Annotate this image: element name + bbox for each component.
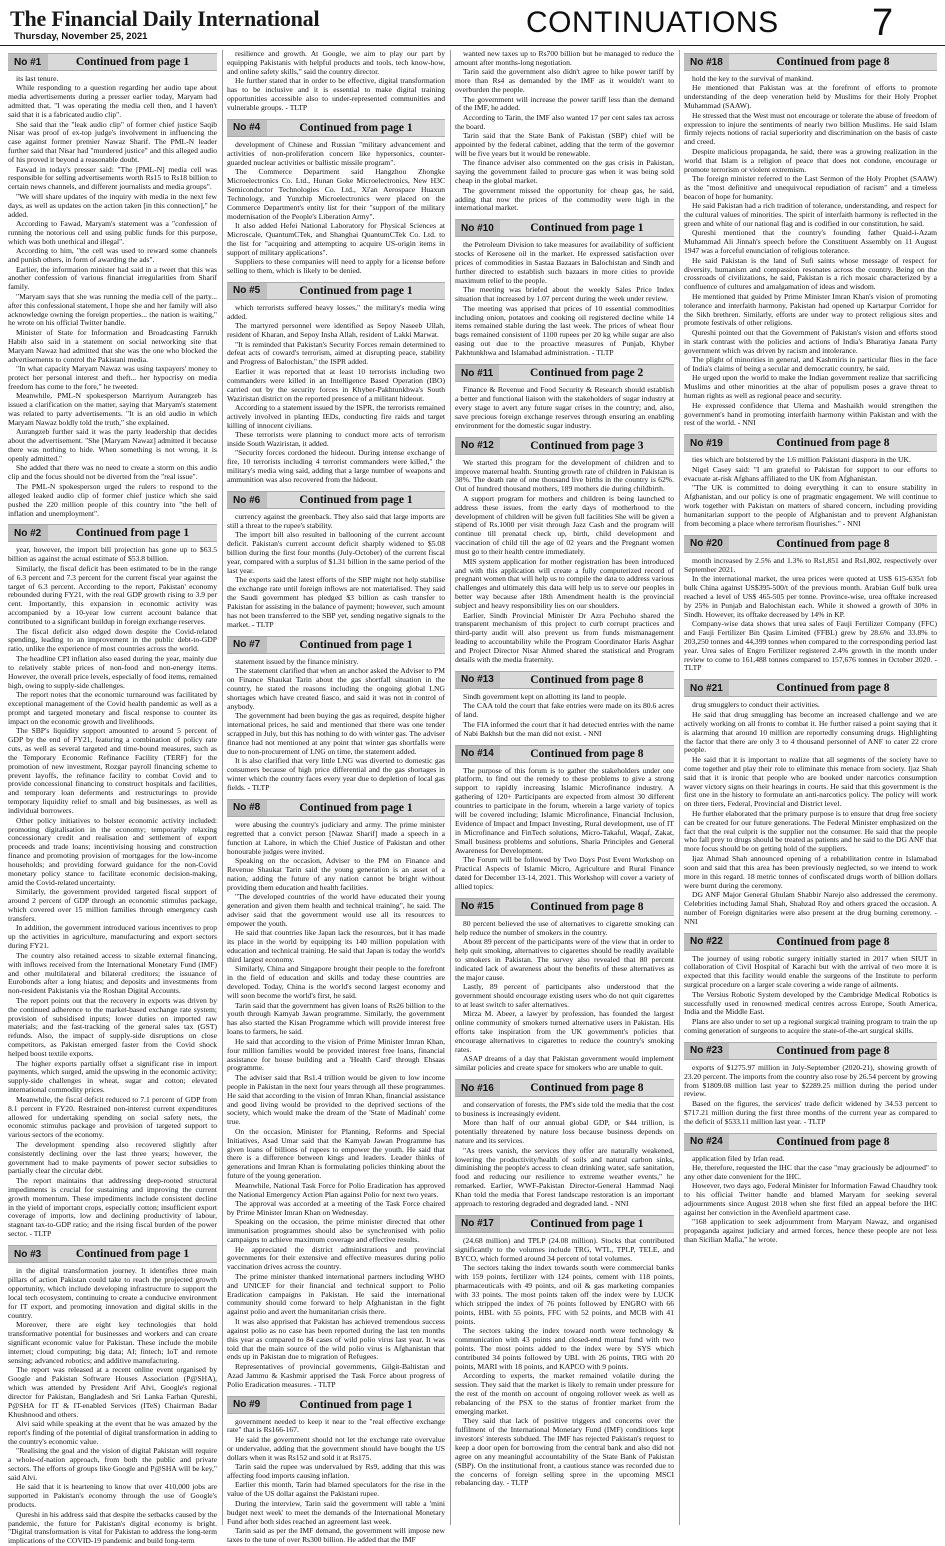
- continuation-header: [8, 1245, 217, 1263]
- story-paragraph: Despite malicious propaganda, he said, there was a growing realization in the world that Islam is a religion of peace that does not condone, encourage or promote terrorism or violent extremism.: [684, 146, 937, 174]
- story-paragraph: The sectors taking the index towards south were commercial banks with 159 points, fertilizer with 124 points, cement with 118 points, pharmaceuticals with 49 points, and oil & gas marketing companies with 33 points. The most points taken off the index were by LUCK which stripped the index of 76 points followed by ENGRO with 66 points, HBL with 55 points, FFC with 52 points, and MCB with 41 points.: [455, 1263, 674, 1326]
- story-paragraph: wanted new taxes up to Rs700 billion but he managed to reduce the amount after months-long negotiation.: [455, 49, 674, 67]
- story-paragraph: Suppliers to these companies will need to apply for a license before selling to them, which is likely to be denied.: [227, 257, 445, 276]
- story-number: No #11: [455, 365, 499, 381]
- continuation-header: [227, 799, 445, 817]
- continuation-header: [455, 1079, 674, 1097]
- story-paragraph: "Security forces cordoned the hideout. During intense exchange of fire, 10 terrorists including 4 terrorist commanders were killed," the military's media wing said, adding that a large number of weapons and ammunition was also recovered from the hideout.: [227, 448, 445, 485]
- story-paragraph: Finance & Revenue and Food Security & Research should establish a better and functional liaison with the stakeholders of sugar industry at every stage to avert any future sugar crises in the country; and, also, save precious foreign exchange reserves through ensuring an enabling environment for the domestic sugar industry.: [455, 385, 674, 430]
- column-divider: [679, 50, 680, 1525]
- story-paragraph: He mentioned that Pakistan was at the forefront of efforts to promote understanding of the deep veneration held by Muslims for their Holy Prophet Muhammad (SAAW).: [684, 83, 937, 111]
- continuation-story: [455, 219, 674, 358]
- story-paragraph: Based on the figures, the services' trade deficit widened by 34.53 percent to $717.21 million during the first three months of the current year as compared to the deficit of $533.11 million last year. - TLTP: [684, 1098, 937, 1126]
- story-paragraph: Tarin said as per the IMF demand, the government will impose new taxes to the tune of over Rs300 billion. He added that the IMF: [227, 1525, 445, 1544]
- continued-from-label: Continued from page 1: [75, 56, 190, 68]
- story-paragraph: The government missed the opportunity for cheap gas, he said, adding that now the prices of the commodity were high in the international market.: [455, 185, 674, 213]
- story-paragraph: The approval was accorded at a meeting of the Task Force chaired by Prime Minister Imran Khan on Wednesday.: [227, 1199, 445, 1217]
- story-paragraph: Earlier, the information minister had said in a tweet that this was another confession of various financial irregularities from Sharif family.: [8, 264, 217, 292]
- story-paragraph: The foreign minister referred to the Last Sermon of the Holy Prophet (SAAW) as the "most definitive and unequivocal repudiation of racism" and a timeless beacon of hope for humanity.: [684, 173, 937, 201]
- story-number: No #14: [455, 746, 500, 762]
- story-paragraph: Similarly, the fiscal deficit has been estimated to be in the range of 6.3 percent and 7.3 percent for the current fiscal year against the target of 6.3 percent. According to the report, Pakistan' economy rebounded during FY21, with the real GDP growth rising to 3.9 per cent. Importantly, this expansion in economic activity was accompanied by a 10-year low current account balance that contributed to a significant buildup in foreign exchange reserves.: [8, 563, 217, 627]
- continuation-header: [227, 491, 445, 509]
- continuation-header: [227, 1396, 445, 1414]
- story-paragraph: The purpose of this forum is to gather the stakeholders under one platform, to find out the remedy to these problems to give a strong support to rapidly increasing Islamic Microfinance industry. A gathering of 120+ Participants are expected from almost 30 different countries to participate in the forum, wherein a large variety of topics will be covered including; Islamic Microfinance, Financial Inclusion, Evidence of Impact and Impact Investing, Rural development, use of IT in Microfinance and FinTech solutions, Micro-Takaful, Waqaf, Zakat, Small business problems and solutions, Sharia Principles and General Awareness for Development.: [455, 765, 674, 855]
- story-paragraph: Speaking on the occasion, the prime minister directed that other immunisation programmes should also be synchronised with polio campaigns to achieve maximum coverage and effective results.: [227, 1217, 445, 1245]
- story-number: No #16: [455, 1080, 500, 1096]
- continuation-story: [455, 364, 674, 431]
- story-paragraph: According to Fawad, Maryam's statement was a "confession of running the notorious cell and using public funds for this purpose, which was both unethical and illegal".: [8, 219, 217, 246]
- story-paragraph: "It is reminded that Pakistan's Security Forces remain determined to defeat acts of coward's terrorism, aimed at disrupting peace, stability and Progress of Balochistan," the ISPR added.: [227, 339, 445, 367]
- story-paragraph: its last tenure.: [16, 74, 59, 83]
- continuation-story: [227, 1396, 445, 1545]
- story-paragraph: "Realising the goal and the vision of digital Pakistan will require a whole-of-nation approach, from both the public and private sectors. The efforts of groups like Google and P@SHA will be key," said Alvi.: [8, 1446, 217, 1483]
- story-paragraph: The higher exports partially offset a significant rise in import payments, which surged, amid the upswing in the economic activity; supply-side challenges in wheat, sugar and cotton; elevated international commodity prices.: [8, 1058, 217, 1095]
- story-paragraph: He said that it is heartening to know that over 410,000 jobs are supported in Pakistan's economy through the use of Google's products.: [8, 1482, 217, 1510]
- story-paragraph: Alvi said while speaking at the event that he was amazed by the report's finding of the potential of digital transformation in adding to the country's economic value.: [8, 1419, 217, 1446]
- story-paragraph: currency against the greenback. They also said that large imports are still a threat to the rupee's stability.: [227, 512, 445, 530]
- column-1: [8, 50, 217, 1546]
- continuation-story: [227, 119, 445, 276]
- continuation-story: [8, 1245, 217, 1546]
- story-paragraph: Lastly, 89 percent of participants also understood that the government should encourage existing users who do not quit cigarettes to at least switch to safer alternatives.: [455, 982, 674, 1009]
- continued-from-label: Continued from page 8: [776, 935, 890, 948]
- story-paragraph: The report points out that the recovery in exports was driven by the continued adherence to the market-based exchange rate system; provision of subsidised inputs; lower duties on imported raw materials; and the fast-tracking of the general sales tax (GST) refunds. Also, the impact of supply-side disruptions on close competitors, as Pakistan emerged faster from the Covid shock helped boost textile exports.: [8, 995, 217, 1059]
- continuation-story: [455, 1215, 674, 1488]
- story-paragraph: Other policy initiatives to bolster economic activity included: promoting digitalisation in the economy; temporarily relaxing concessionary credit and realisation and settlement of export proceeds and trade loans; incentivising housing and construction finance and promoting provision of mortgages for the low-income households; and providing forward guidance for the non-Covid monetary policy stance to facilitate economic decision-making, amid the Covid-related uncertainty.: [8, 815, 217, 887]
- continued-from-label: Continued from page 8: [530, 673, 644, 686]
- story-number: No #24: [684, 1134, 729, 1150]
- story-paragraph: Similarly, the government provided targeted fiscal support of around 2 percent of GDP through an economic stimulus package, which covered over 15 million families through emergency cash transfers.: [8, 887, 217, 924]
- story-paragraph: The development spending also recovered slightly after consistently declining over the last three years; however, the government had to make payments of power sector subsidies to partially clear the circular debt.: [8, 1139, 217, 1176]
- story-number: No #21: [684, 680, 729, 696]
- story-paragraph: He said Pakistan had a rich tradition of tolerance, understanding, and respect for the cultural values of minorities. The spirit of interfaith harmony is reflected in the green and white of our national flag and is codified in our constitution, he said.: [684, 201, 937, 228]
- story-paragraph: The PML-N spokesperson urged the rulers to respond to the alleged leaked audio clip of former chief justice which she said pushed the 220 million people of this country into "the hell of inflation and unemployment".: [8, 481, 217, 518]
- story-number: No #13: [455, 672, 500, 688]
- story-paragraph: "168 application to seek adjournment from Maryam Nawaz, and organised propaganda against judiciary and armed forces, hence these people are not less than Sicilian Mafia," he wrote.: [684, 1217, 937, 1245]
- story-paragraph: Aurangzeb further said it was the party leadership that decides about the advertisement. "She [Maryam Nawaz] admitted it because there was nothing to hide. When something is not wrong, it is openly admitted.": [8, 427, 217, 464]
- continued-from-label: Continued from page 1: [530, 1217, 644, 1230]
- story-paragraph: Speaking on the occasion, Adviser to the PM on Finance and Revenue Shaukat Tarin said the young generation is an asset of a nation, adding the future of any nation cannot be bright without providing them education and health facilities.: [227, 856, 445, 892]
- continuation-header: [455, 745, 674, 763]
- story-paragraph: Plans are also under to set up a regional surgical training program to train the up coming generation of surgeons to acquire the state-of-the-art surgical skills.: [684, 1016, 937, 1035]
- story-number: No #17: [455, 1216, 500, 1232]
- story-paragraph: More than half of our annual global GDP, or $44 trillion, is potentially threatened by nature loss because business depends on nature and its services.: [455, 1118, 674, 1146]
- story-number: No #10: [455, 220, 500, 236]
- story-paragraph: DG ANF Major General Ghulam Shabbir Narejo also addressed the ceremony. Celebrities including Jamal Shah, Shahzad Roy and others graced the occasion. A number of Foreign dignitaries were also present at the drug burning ceremony. - NNI: [684, 889, 937, 926]
- continuation-header: [227, 119, 445, 137]
- story-paragraph: Fawad in today's presser said: "The [PML-N] media cell was responsible for selling advertisements worth Rs15 to Rs18 billion to certain news channels, and different journalists and media groups".: [8, 164, 217, 192]
- story-paragraph: "The developed countries of the world have educated their young generation and given them health and technical training", he said. The adviser said that the government would use all its resources to empower the youth.: [227, 892, 445, 928]
- story-paragraph: month increased by 2.5% and 1.3% to Rs1,851 and Rs1,802, respectively over September 2021.: [684, 555, 937, 574]
- story-paragraph: Meanwhile, PML-N spokesperson Marriyum Aurangzeb has issued a clarification on the matter, saying that Maryam's statement was related to party advertisements. "It is an old audio in which Maryam Nawaz boldly told the truth," she explained.: [8, 391, 217, 427]
- story-paragraph: In addition, the government introduced various incentives to prop up the activities in agriculture, manufacturing and export sectors during FY21.: [8, 923, 217, 951]
- story-paragraph: During the interview, Tarin said the government will table a 'mini budget next week' to meet the demands of the International Monetary Fund after both sides reached an agreement last week.: [227, 1498, 445, 1526]
- story-paragraph: He expressed confidence that Ulema and Mashaikh would strengthen the government's hand in promoting interfaith harmony within Pakistan and with the rest of the world. - NNI: [684, 400, 937, 428]
- story-paragraph: The prime minister thanked international partners including WHO and UNICEF for their financial and technical support to Polio Eradication campaigns in Pakistan. He said the international community should come forward to help Afghanistan in the fight against polio and avert the humanitarian crisis there.: [227, 1271, 445, 1317]
- story-paragraph: He appreciated the district administrations and provincial governments for their extensive and effective measures during polio vaccination drives across the country.: [227, 1244, 445, 1272]
- story-paragraph: The country also retained access to sizable external financing, with inflows received from the International Monetary Fund (IMF) and other multilateral and bilateral creditors; the issuance of Eurobonds after a long hiatus; and deposits and investments from non-resident Pakistanis via the Roshan Digital Accounts.: [8, 950, 217, 996]
- continued-from-label: Continued from page 1: [299, 1398, 413, 1411]
- story-paragraph: The statement clarified that when an anchor asked the Adviser to PM on Finance Shaukat Tarin about the gas shortfall situation in the country, he stated the reasons including the ongoing global LNG shortages which have created fiasco, and said it was not in control of anybody.: [227, 666, 445, 711]
- continuation-header: [684, 933, 937, 951]
- story-paragraph: He said that drug smuggling has become an increased challenge and we are actively working on all fronts to combat it. He further raised a point saying that it is alarming that around 10 million are reportedly consuming drugs. Highlighting the factor that there are only 3 to 4 thousand personnel of ANF to cater 22 crore people.: [684, 709, 937, 755]
- story-number: No #15: [455, 899, 500, 915]
- story-paragraph: Tarin said the rupee was undervalued by Rs9, adding that this was affecting food imports causing inflation.: [227, 1462, 445, 1480]
- story-number: No #2: [8, 525, 48, 541]
- continuation-story: [227, 491, 445, 630]
- continued-from-label: Continued from page 1: [299, 121, 413, 134]
- story-paragraph: The sectors taking the index toward north were technology & communication with 43 points and closed-end mutual fund with two points. The most points added to the index were by SYS which contributed 34 points followed by UBL with 26 points, TRG with 20 points, MARI with 18 points, and KAPCO with 9 points.: [455, 1326, 674, 1371]
- story-paragraph: The finance adviser also commented on the gas crisis in Pakistan, saying the government failed to procure gas when it was being sold cheap in the global market.: [455, 158, 674, 186]
- continuation-header: [227, 282, 445, 300]
- story-paragraph: MIS system application for mother registration has been introduced and with this application will create a fully computerized record of pregnant women that will help us to compile the data to address various challenges and ultimately this data will help us to serve our peoples in better way because after 18th Amendment health is the provincial subject and heavy responsibility lies on our shoulders.: [455, 556, 674, 611]
- story-paragraph: It also added Hefei National Laboratory for Physical Sciences at Microscale, QuantumCTek, and Shanghai QuantumCTek Co. Ltd. to the list for "acquiring and attempting to acquire US-origin items in support of military applications".: [227, 221, 445, 257]
- story-paragraph: The government had been buying the gas as required, despite higher international prices, he said and mentioned that there was one tender scrapped in July, but this has nothing to do with winter gas. The adviser finance had not mentioned at any point that winter gas shortfalls were due to non-procurement of LNG on time, the statement added.: [227, 711, 445, 756]
- continuation-header: [684, 1133, 937, 1151]
- story-number: No #3: [8, 1246, 48, 1262]
- story-number: No #5: [227, 283, 267, 299]
- continuation-story: [455, 898, 674, 1073]
- story-paragraph: However, two days ago, Federal Minister for Information Fawad Chaudhry took to his official Twitter handle and blamed Maryam for seeking several adjournments since August 2018 when she first filed an appeal before the IHC against her conviction in the Avenfield apartment case.: [684, 1181, 937, 1217]
- continued-from-label: Continued from page 1: [75, 527, 190, 540]
- continued-from-label: Continued from page 1: [299, 284, 413, 297]
- story-paragraph: The experts said the latest efforts of the SBP might not help stabilise the exchange rate until foreign inflows are not materialised. They said the Saudi government has pledged $3 billion as cash transfer to Pakistan for assisting in the balance of payment; however, such amount has not been transferred to the SBP yet, sending negative signals to the market. - TLTP: [227, 575, 445, 629]
- story-paragraph: and conservation of forests, the PM's side told the media that the cost to business is increasingly evident.: [455, 1100, 674, 1118]
- story-paragraph: Qureshi pointed out that the Government of Pakistan's vision and efforts stood in stark contrast with the policies and actions of India's Bharatiya Janata Party government which was driven by racism and intolerance.: [684, 327, 937, 355]
- story-paragraph: Sindh government kept on allotting its land to people.: [463, 691, 627, 701]
- continuation-header: [684, 679, 937, 697]
- story-paragraph: While responding to a question regarding her audio tape about media advertisements during a presser earlier today, Maryam had admitted that, "I was operating the media cell then, and I haven't said that it is a fabricated audio clip".: [8, 83, 217, 120]
- continued-from-label: Continued from page 8: [776, 1044, 890, 1057]
- column-3: [455, 50, 674, 1525]
- story-paragraph: Earlier this month, Tarin had blamed speculators for the rise in the value of the US dollar against the Pakistani rupee.: [227, 1480, 445, 1499]
- story-paragraph: They said that lack of positive triggers and concerns over the fulfilment of the International Monetary Fund (IMF) conditions kept investors' interests subdued. The IMF has rejected Pakistan's request to keep a door open for borrowing from the central bank and also did not agree on any meaningful accountability of the State Bank of Pakistan (SBP). On the institutional front, a cautious stance was recorded due to the concerns of foreign selling spree in the upcoming MSCI rebalancing day. - TLTP: [455, 1416, 674, 1488]
- continued-from-label: Continued from page 1: [530, 222, 644, 235]
- story-paragraph: "In what capacity Maryam Nawaz was using taxpayers' money to protect her personal interest and theft... her hypocrisy on media freedom has come to the fore," he tweeted.: [8, 364, 217, 391]
- story-paragraph: "We will share updates of the inquiry with media in the next few days, as well as updates on the action taken [in this connection]," he added.: [8, 191, 217, 219]
- story-paragraph: He said that it is important to realize that all segments of the society have to come together and play their role to eliminate this menace from society. Ijaz Shah said that it is ironic that people who are booked under narcotics consumption waver victory signs on their hearings in courts. He said that this government is the first one in the history to formulate an anti-narcotics policy. The policy will work on three tiers, Federal, Provincial and District level.: [684, 754, 937, 809]
- story-paragraph: He said that countries like Japan lack the resources, but it has made its place in the world by equipping its 140 million population with education and technical training. He said that Japan is today the world's third largest economy.: [227, 928, 445, 965]
- story-paragraph: Meanwhile, National Task Force for Polio Eradication has approved the National Emergency Action Plan against Polio for next two years.: [227, 1180, 445, 1199]
- story-paragraph: The Forum will be followed by Two Days Post Event Workshop on Practical Aspects of Islamic Micro, Agriculture and Rural Finance dated for December 13-14, 2021. This Workshop will cover a variety of allied topics.: [455, 855, 674, 891]
- story-number: No #9: [227, 1397, 267, 1413]
- story-paragraph: ties which are bolstered by the 1.6 million Pakistani diaspora in the UK.: [692, 455, 911, 465]
- page-number: 7: [872, 2, 894, 44]
- story-paragraph: The plight of minorities in general, and Kashmiris in particular flies in the face of India's claims of being a secular and democratic country, he said.: [684, 355, 937, 373]
- continuation-story: [684, 1042, 937, 1127]
- story-paragraph: He, therefore, requested the IHC that the case "may graciously be adjourned" to any other date convenient for the IHC.: [684, 1162, 937, 1181]
- continuation-story: [455, 745, 674, 892]
- story-paragraph: The Commerce Department said Hangzhou Zhongke Microelectronics Co. Ltd., Hunan Goke Microelectronics, New H3C Semiconductor Technologies Co. Ltd., Xi'an Aerospace Huaxun Technology, and Yunzhip Microelectronics were placed on the Commerce Department's entity list for their "support of the military modernisation of the People's Liberation Army".: [227, 167, 445, 221]
- story-paragraph: The CAA told the court that fake entries were made on its 80.6 acres of land.: [455, 701, 674, 720]
- story-paragraph: She said that the "leak audio clip" of former chief justice Saqib Nisar was proof of ex-top judge's involvement in influencing the case against former premier Nawaz Sharif. The PML-N leader further said that Nisar had "murdered justice" and this alleged audio of his proved it beyond a reasonable doubt.: [8, 119, 217, 165]
- continued-from-label: Continued from page 8: [530, 1082, 644, 1095]
- continued-from-label: Continued from page 1: [299, 801, 413, 814]
- story-paragraph: "As trees vanish, the services they offer are naturally weakened, lowering the productivity/health of soils and natural carbon sinks, diminishing the people's access to clean drinking water, safe sanitation, food and reducing our resilience to extreme weather events," he remarked. Earlier, WWF-Pakistan Director-General Hammad Naqi Khan told the media that Forest landscape restoration is an important approach to restoring degraded and degraded land. - NNI: [455, 1145, 674, 1209]
- story-paragraph: "The UK is committed to doing everything it can to ensure stability in Afghanistan, and our policy is one of pragmatic engagement. We will continue to work together with Pakistan on matters of shared concern, including providing humanitarian support to the people of Afghanistan and to prevent Afghanistan from becoming a place where terrorism flourishes." - NNI: [684, 483, 937, 528]
- continuation-header: [455, 437, 674, 455]
- story-paragraph: Minister of State for Information and Broadcasting Farrukh Habib also said in a statement on social networking site that Maryam Nawaz had admitted that she was the one who blocked the advertisements to control the Pakistani media.: [8, 327, 217, 364]
- story-paragraph: The Versius Robotic System developed by the Cambridge Medical Robotics is successfully used in renowned medical centres across Europe, South America, India and the Middle East.: [684, 989, 937, 1017]
- story-paragraph: government needed to keep it near to the "real effective exchange rate" that is Rs166-167.: [227, 1416, 445, 1435]
- continuation-story: [8, 53, 217, 518]
- story-paragraph: The SBP's liquidity support amounted to around 5 percent of GDP by the end of FY21, featuring a combination of policy rate cuts, as well as several targeted and time-bound measures, such as the Temporary Economic Refinance Facility (TERF) for the promotion of new investment, Rozgar payroll financing scheme to prevent layoffs, the refinance facility to combat Covid and to provide concessional financing to construct hospitals and facilities, and temporary loan deferments and restructurings to provide temporary liquidity relief to small and big businesses, as well as individual borrowers.: [8, 726, 217, 816]
- continued-from-label: Continued from page 1: [299, 494, 413, 507]
- continuation-story: [684, 933, 937, 1036]
- continuation-header: [684, 434, 937, 452]
- story-paragraph: the Petroleum Division to take measures for availability of sufficient stocks of Kerosene oil in the market. He expressed satisfaction over prices of commodities in Sastaa Bazaars in Balochistan and Sindh and further directed to establish such bazaars in more cities to provide maximum relief to the people.: [455, 240, 674, 285]
- story-paragraph: Mirza M. Abeer, a lawyer by profession, has founded the largest online community of smokers turned alternative users in Pakistan. His efforts take inspiration from the UK government's policies that encourage alternatives to cigarettes to reduce the country's smoking rates.: [455, 1009, 674, 1054]
- story-paragraph: The journey of using robotic surgery initially started in 2017 when SIUT in collaboration of Civil Hospital of Karachi but with the arrival of two more it is expected that this facility would enable the surgeons of the Institute to perform surgical procedure on a larger scale covering a wide range of ailments.: [684, 953, 937, 990]
- story-number: No #8: [227, 800, 267, 816]
- continuation-header: [455, 219, 674, 237]
- story-paragraph: Qureshi in his address said that despite the setbacks caused by the pandemic, the future for Pakistan's digital economy is bright. "Digital transformation is vital for Pakistan to address the long-term implications of the COVID-19 pandemic and build long-term: [8, 1509, 217, 1546]
- story-paragraph: statement issued by the finance ministry.: [235, 656, 359, 666]
- story-paragraph: According to him, "the cell was used to reward some channels and punish others, in form of awarding the ads".: [8, 246, 217, 265]
- story-paragraph: Earlier, Sindh Provincial Minister Dr Azra Pechuho shared the transparent mechanism of this project to curb corrupt practices and third-party audit will also prevent us from funds mismanagement leading to accountability while the Program Coordinator Haris Asghar and Project Director Nisar Ahmed shared the statistical and Program details with the media fraternity.: [455, 610, 674, 665]
- column-4: [684, 50, 937, 1525]
- story-paragraph: According to Tarin, the IMF also wanted 17 per cent sales tax across the board.: [455, 112, 674, 131]
- story-paragraph: It was also apprised that Pakistan has achieved tremendous success against polio as no case has been reported during the last ten months this year as compared to 84 cases of wild polio virus last year. It was told that the main source of the wild polio virus is Afghanistan that ends up in Pakistan due to migration of Refugees.: [227, 1316, 445, 1362]
- continued-from-label: Continued from page 8: [530, 900, 644, 913]
- continued-from-label: Continued from page 8: [776, 1135, 890, 1148]
- column-2: [227, 49, 445, 1544]
- story-paragraph: The report notes that the economic turnaround was facilitated by exceptional management of the Covid health pandemic as well as a prompt and targeted monetary and fiscal response to counter its impact on the economic growth and livelihoods.: [8, 689, 217, 726]
- continuation-header: [684, 1042, 937, 1060]
- story-paragraph: On the occasion, Minister for Planning, Reforms and Special Initiatives, Asad Umar said that the Kamyab Jawan Programme has given loans of billions of rupees to empower the youth. He said that there is a difference between kings and leaders. Leader thinks of generations and Imran Khan is formulating policies thinking about the future of the young generation.: [227, 1126, 445, 1181]
- story-paragraph: He further elaborated that the primary purpose is to ensure that drug free society can be created for our future generations. The Federal Minister emphasized on the fact that the real culprit is the supplier not the consumer. He said that the people who fall prey to drugs should be treated as patients and he said to the DG ANF that more focus should be on getting hold of the suppliers.: [684, 808, 937, 854]
- story-paragraph: Meanwhile, the fiscal deficit reduced to 7.1 percent of GDP from 8.1 percent in FY20. Restrained non-interest current expenditures allowed for undertaking spending on social safety nets, the economic stimulus package and provision of targeted support to various sectors of the economy.: [8, 1094, 217, 1140]
- continuation-header: [455, 898, 674, 916]
- story-paragraph: 80 percent believed the use of alternatives to cigarette smoking can help reduce the number of smokers in the country.: [455, 918, 674, 937]
- continued-from-label: Continued from page 3: [530, 439, 644, 452]
- continuation-story: [455, 50, 674, 213]
- newspaper-title: The Financial Daily International: [10, 6, 320, 31]
- story-paragraph: resilience and growth. At Google, we aim to play our part by equipping Pakistanis with helpful products and tools, tech know-how, and online safety skills," said the country director.: [227, 49, 445, 76]
- story-paragraph: The headline CPI inflation also eased during the year, mainly due to relatively stable prices of non-food and non-energy items. However, the overall price levels, especially of food items, remained high, owing to supply-side challenges.: [8, 653, 217, 690]
- story-number: No #23: [684, 1043, 729, 1059]
- story-paragraph: The adviser said that Rs1.4 trillion would be given to low income people in Pakistan in the next four years through all these programmes. He said that according to the vision of Imran Khan, financial assistance and good living would be provided to the deprived sections of the society, which would make the dream of the 'State of Madinah' come true.: [227, 1072, 445, 1127]
- continuation-header: [455, 671, 674, 689]
- continued-from-label: Continued from page 8: [530, 747, 644, 760]
- story-paragraph: He further stated that in order to be effective, digital transformation has to be inclusive and it is essential to make digital training opportunities accessible also to under-represented communities and vulnerable groups. - TLTP: [227, 76, 445, 112]
- continuation-story: [8, 524, 217, 1239]
- story-paragraph: A support program for mothers and children is being launched to address these issues, from the early days of motherhood to the development of children will be given full facilities She will be given a stipend of Rs.1000 per visit through Jazz Cash and the program will continue till prenatal check up, birth, child development and vaccination of child till the age of 02 years and the Pregnant women must go to their health centre immediately.: [455, 493, 674, 557]
- story-paragraph: The government will increase the power tariff less than the demand of the IMF, he added.: [455, 94, 674, 113]
- story-number: No #22: [684, 934, 729, 950]
- continuation-story: [455, 437, 674, 665]
- story-paragraph: The fiscal deficit also edged down despite the Covid-related spending, leading to an improvement in the public debt-to-GDP ratio, unlike the experience of most countries across the world.: [8, 626, 217, 654]
- story-paragraph: According to a statement issued by the ISPR, the terrorists remained actively involved in planting IEDs, conducting fire raids and target killing of innocent civilians.: [227, 402, 445, 430]
- story-paragraph: Similarly, China and Singapore brought their people to the forefront in the field of education and skills and today these countries are developed. Today, China is the world's second largest economy and will soon become the world's first, he said.: [227, 964, 445, 1001]
- story-paragraph: drug smugglers to conduct their activities.: [692, 700, 820, 710]
- story-paragraph: "Maryam says that she was running the media cell of the party... after this confessional statement, I hope she and her family will also acknowledge owning the foreign properties... the nation is waiting," he wrote on his official Twitter handle.: [8, 291, 217, 328]
- continuation-story: [684, 434, 937, 528]
- story-paragraph: Nigel Casey said: "I am grateful to Pakistan for support to our efforts to evacuate at-risk Afghans affiliated to the UK from Afghanistan.: [684, 464, 937, 483]
- story-paragraph: year, however, the import bill projection has gone up to $63.5 billion as against the actual estimate of $53.8 billion.: [8, 545, 217, 564]
- continuation-header: [684, 53, 937, 71]
- story-paragraph: ASAP dreams of a day that Pakistan government would implement similar policies and create space for smokers who are unable to quit.: [455, 1054, 674, 1073]
- story-number: No #1: [8, 54, 48, 70]
- story-paragraph: About 89 percent of the participants were of the view that in order to help quit smoking, alternatives to cigarettes should be readily available to smokers in Pakistan. The survey also revealed that 80 percent indicated lack of awareness about the benefits of these alternatives as the major cause.: [455, 937, 674, 982]
- story-paragraph: The martyred personnel were identified as Sepoy Naseeb Ullah, resident of Kharan, and Sepoy Insha Allah, resident of Lakki Marwat.: [227, 321, 445, 340]
- continuation-story: [455, 1079, 674, 1209]
- story-paragraph: Qureshi mentioned that the country's founding father Quaid-i-Azam Muhammad Ali Jinnah's speech before the Constituent Assembly on 11 August 1947 was a forceful enunciation of religious tolerance.: [684, 228, 937, 256]
- story-paragraph: Company-wise data shows that urea sales of Fauji Fertilizer Company (FFC) and Fauji Fertilizer Bin Qasim Limited (FFBL) grew by 28.6% and 33.8% to 203,250 tonnes and 44,399 tonnes when compared to the corresponding period last year. Urea sales of Engro Fertilizer registered 2.4% growth in the month under review to come to 161,488 tonnes compared to 157,676 tonnes in October 2020. - TLTP: [684, 618, 937, 673]
- continuation-story: [684, 53, 937, 428]
- continuation-story: [684, 535, 937, 674]
- story-paragraph: (24.68 million) and TPLP (24.08 million). Stocks that contributed significantly to the volumes include TRG, WTL, TPLP, TELE, and BYCO, which formed around 34 percent of total volumes.: [455, 1235, 674, 1263]
- continued-from-label: Continued from page 8: [776, 682, 890, 695]
- story-paragraph: He said the government should not let the exchange rate overvalue or undervalue, adding that the government should have bought the US dollars when it was Rs152 and sold it at Rs175.: [227, 1434, 445, 1462]
- story-paragraph: According to experts, the market remained volatile during the session. They said that the market is likely to remain under pressure for the rest of the month on account of ongoing rollover week as well as rebalancing of the PSX to the status of frontier market from the emerging market.: [455, 1371, 674, 1416]
- continued-from-label: Continued from page 8: [776, 537, 890, 550]
- story-paragraph: Tarin said the government also didn't agree to hike power tariff by more than Rs4 as demanded by the IMF as it wouldn't want to overburden the people.: [455, 67, 674, 95]
- continuation-story: [227, 50, 445, 113]
- story-paragraph: development of Chinese and Russian "military advancement and activities of non-proliferation concern like hypersonics, counter-guarded nuclear activities or ballistic missile program".: [227, 139, 445, 167]
- story-paragraph: Ijaz Ahmad Shah announced opening of a rehabilitation centre in Islamabad soon and said that this area has been previously neglected, so we intend to work more in this regard. 18 metric tonnes of confiscated drugs worth of billion dollars were burnt during the ceremony.: [684, 853, 937, 890]
- story-number: No #12: [455, 438, 500, 454]
- story-paragraph: The meeting was briefed about the weekly Sales Price Index situation that increased by 1.07 percent during the week under review.: [455, 285, 674, 304]
- story-paragraph: which terrorists suffered heavy losses," the military's media wing added.: [227, 302, 445, 321]
- story-paragraph: The FIA informed the court that it had detected entries with the name of Nabi Bakhsh but the man did not exist. - NNI: [455, 719, 674, 738]
- continuation-story: [455, 671, 674, 739]
- continuation-header: [227, 636, 445, 654]
- story-paragraph: exports of $1275.97 million in July-September (2020-21), showing growth of 23.20 percent. The imports from the country also rose by 26.54 percent by growing from $1809.08 million last year to $2289.25 million during the period under review.: [684, 1062, 937, 1099]
- story-paragraph: application filed by Irfan read.: [692, 1153, 785, 1163]
- story-paragraph: Moreover, there are eight key technologies that hold transformative potential for businesses and workers and can create significant economic value for Pakistan. These include the mobile internet; cloud computing; big data; AI; fintech; IoT and remote sensing; advanced robotics; and additive manufacturing.: [8, 1320, 217, 1365]
- continued-from-label: Continued from page 1: [299, 638, 413, 651]
- continuation-story: [684, 679, 937, 926]
- column-divider: [450, 50, 451, 1525]
- story-paragraph: Tarin said that the government has given loans of Rs26 billion to the youth through Kamyab Jawan programme. Similarly, the government has also started the Kisan Programme which will provide interest free loans to farmers, he said.: [227, 1000, 445, 1037]
- story-paragraph: The meeting was apprised that prices of 10 essential commodities including onion, potatoes and cooking oil registered decline while 14 items remained stable during the last week. The prices of wheat flour bags remained consistent of 1100 rupees per 20 kg while sugar are also easing out due to the proactive measures of Punjab, Khyber Pakhtunkhwa and Islamabad administration. - TLTP: [455, 303, 674, 358]
- story-paragraph: hold the key to the survival of mankind.: [692, 74, 814, 83]
- story-number: No #7: [227, 637, 267, 653]
- issue-date: Thursday, November 25, 2021: [14, 31, 148, 42]
- story-number: No #18: [684, 54, 729, 70]
- continuation-header: [8, 53, 217, 71]
- story-paragraph: It is also clarified that very little LNG was diverted to domestic gas consumers because of high price differential and the gas shortages in winter which the country faces every year due to depletion of local gas fields. - TLTP: [227, 756, 445, 793]
- story-paragraph: The report was released at a recent online event organised by Google and Pakistan Software Houses Association (P@SHA), which was attended by President Arif Alvi, Google's regional director for Pakistan, Bangladesh and Sri Lanka Farhan Qureshi, P@SHA for IT & IT-enabled Services (ITeS) Chairman Badar Khushnood and others.: [8, 1365, 217, 1419]
- continuation-story: [227, 282, 445, 485]
- continuation-story: [227, 636, 445, 793]
- story-paragraph: The import bill also resulted in ballooning of the current account deficit. Pakistan's current account deficit sharply widened to $5.08 billion during the first four months (July-October) of the current fiscal year, compared with a surplus of $1.31 billion in the same period of the last year.: [227, 530, 445, 575]
- story-paragraph: In the international market, the urea prices were quoted at US$ 615-635/t fob bulk China against US$395-500/t of the previous month. Arabian Gulf bulk urea reached a level of US$ 465-505 per tonne. Province-wise, urea offtake increased by 25% in Punjab and Balochistan each. While it showed a growth of 30% in Sindh. However, its offtake decreased by 14% in KP.: [684, 573, 937, 619]
- continuation-header: [455, 364, 674, 382]
- story-paragraph: The report maintains that addressing deep-rooted structural impediments is crucial for sustaining and improving the current growth momentum. These impediments include consistent decline in the yield of important crops, especially cotton; insufficient export coverage of imports, low and declining productivity of labour, stagnant tax-to-GDP ratio; and the rising fiscal burden of the power sector. - TLTP: [8, 1175, 217, 1239]
- story-paragraph: Earlier it was reported that at least 10 terrorists including two commanders were killed in an Intelligence Based Operation (IBO) carried out by the security forces in Khyber-Pakhtunkhwa's South Waziristan district on the reported presence of a militant hideout.: [227, 366, 445, 403]
- story-paragraph: He mentioned that guided by Prime Minister Imran Khan's vision of promoting tolerance and interfaith harmony, Pakistan had opened up Kartarpur Corridor for the Sikh brethren. Similarly, efforts are under way to protect religious sites and promote festivals of other religions.: [684, 291, 937, 328]
- continuation-header: [455, 1215, 674, 1233]
- continuation-story: [684, 1133, 937, 1246]
- story-paragraph: He urged upon the world to make the Indian government realize that sacrificing Muslims and other minorities at the altar of populism poses a grave threat to human rights as well as regional peace and security.: [684, 373, 937, 401]
- story-paragraph: We started this program for the development of children and to improve maternal health. Stunting growth rate of children in Pakistan is 38%. The death rate of one thousand live births in the country is 62%. Out of hundred thousand mothers, 189 mothers die during childbirth.: [455, 457, 674, 494]
- story-number: No #20: [684, 536, 729, 552]
- story-number: No #4: [227, 120, 267, 136]
- continuation-story: [227, 799, 445, 1390]
- story-number: No #6: [227, 492, 267, 508]
- continuation-header: [8, 524, 217, 542]
- continuation-header: [684, 535, 937, 553]
- section-title: CONTINUATIONS: [526, 6, 779, 39]
- story-paragraph: She added that there was no need to create a storm on this audio clip and the focus should not be diverted from the "real issue".: [8, 463, 217, 482]
- story-number: No #19: [684, 435, 729, 451]
- story-paragraph: He stressed that the West must not encourage or tolerate the abuse of freedom of expression to injure the sentiments of nearly two billion Muslims. He said Islam firmly rejects notions of racial superiority and discrimination on the basis of caste and creed.: [684, 110, 937, 147]
- story-paragraph: He said Pakistan is the land of Sufi saints whose message of respect for diversity, humanism and compassion resonates across the country. Being on the crossroads of civilizations, he said, Pakistan is a rich mosaic characterized by a confluence of cultures and amalgamation of ideas and wisdom.: [684, 255, 937, 292]
- continued-from-label: Continued from page 1: [75, 1248, 190, 1261]
- story-paragraph: in the digital transformation journey. It identifies three main pillars of action Pakistan could take to reach the projected growth opportunity, which include developing infrastructure to support the local tech ecosystem, continuing to create a conducive environment for IT export, and promoting innovation and digital skills in the country.: [8, 1266, 217, 1320]
- continued-from-label: Continued from page 2: [530, 367, 644, 380]
- column-divider: [222, 50, 223, 1525]
- story-paragraph: He said that according to the vision of Prime Minister Imran Khan, four million families would be provided interest free loans, financial assistance for house building and a 'Health Card' through Ehsaas programme.: [227, 1036, 445, 1073]
- continued-from-label: Continued from page 8: [776, 437, 890, 450]
- continued-from-label: Continued from page 8: [776, 56, 890, 68]
- story-paragraph: These terrorists were planning to conduct more acts of terrorism inside South Waziristan, it added.: [227, 430, 445, 449]
- story-paragraph: Representatives of provincial governments, Gilgit-Baltistan and Azad Jammu & Kashmir apprised the Task Force about progress of Polio Eradication measures. - TLTP: [227, 1361, 445, 1389]
- story-paragraph: Tarin said that the State Bank of Pakistan (SBP) chief will be appointed by the federal cabinet, adding that the term of the governor will be five years but it would be renewable.: [455, 131, 674, 158]
- story-paragraph: were abusing the country's judiciary and army. The prime minister regretted that a convict person [Nawaz Sharif] made a speech in a function at Lahore, in which the Chief Justice of Pakistan and other honourable judges were invited.: [227, 819, 445, 856]
- masthead: [0, 0, 945, 46]
